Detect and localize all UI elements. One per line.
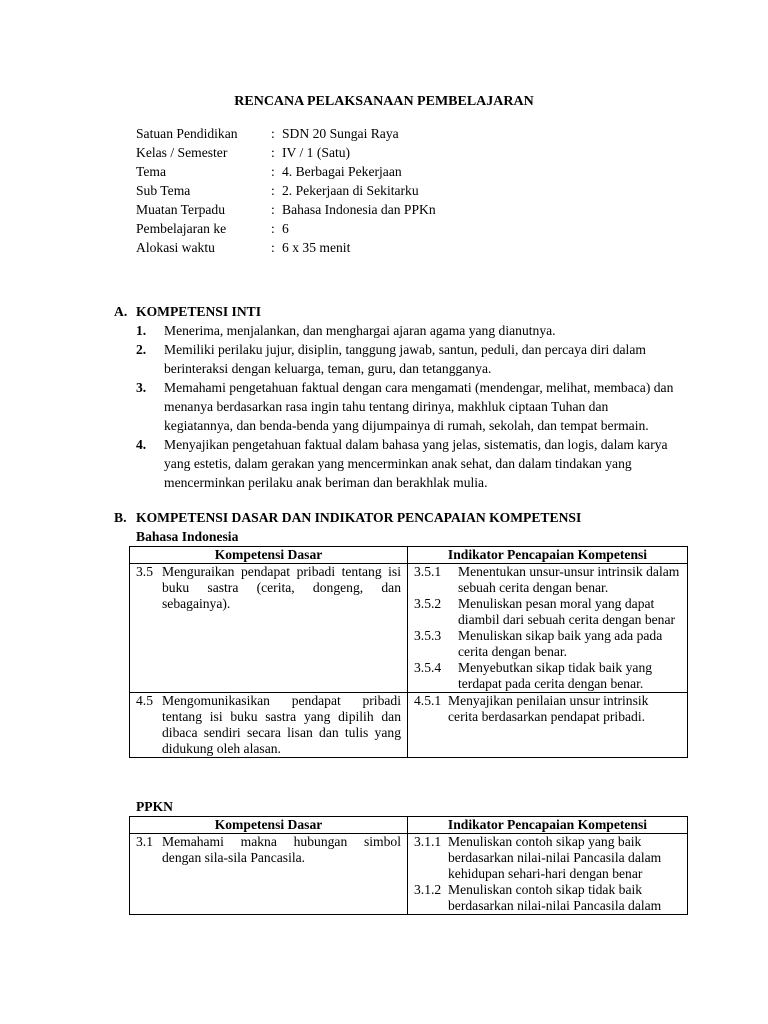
identity-colon: : <box>271 202 275 217</box>
list-item-number: 3. <box>136 380 147 395</box>
kd-text: Mengomunikasikan pendapat pribadi tentang isi buku sastra yang dipilih dan dibaca sendiri secara lisan dan tulis yang didukung oleh alasan. <box>162 693 401 756</box>
indicator-code: 4.5.1 <box>414 693 442 708</box>
list-item-number: 4. <box>136 437 147 452</box>
identity-key: Alokasi waktu <box>136 240 215 255</box>
identity-colon: : <box>271 126 275 141</box>
identity-colon: : <box>271 164 275 179</box>
identity-value: 6 x 35 menit <box>282 240 351 255</box>
indicator-code: 3.5.2 <box>414 596 442 611</box>
kompetensi-inti-list <box>114 321 674 492</box>
table-row <box>130 693 688 758</box>
list-item <box>114 435 674 492</box>
table-row <box>130 564 688 693</box>
list-item-text: Memiliki perilaku jujur, disiplin, tanggung jawab, santun, peduli, dan percaya diri dalam berinteraksi dengan keluarga, teman, guru, dan tetangganya. <box>164 342 646 376</box>
indicator-code: 3.5.3 <box>414 628 442 643</box>
indicator-code: 3.1.1 <box>414 834 442 849</box>
column-header-kd: Kompetensi Dasar <box>130 547 408 564</box>
kd-cell <box>130 564 408 693</box>
indicator-text: Menuliskan sikap baik yang ada pada cerita dengan benar. <box>458 628 663 659</box>
indicator-text: Menuliskan pesan moral yang dapat diambil dari sebuah cerita dengan benar <box>458 596 676 627</box>
kd-code: 4.5 <box>136 693 153 708</box>
indicator-cell <box>408 693 688 758</box>
identity-key: Tema <box>136 164 166 179</box>
list-item-text: Memahami pengetahuan faktual dengan cara mengamati (mendengar, melihat, membaca) dan menanya berdasarkan rasa ingin tahu tentang dirinya, makhluk ciptaan Tuhan dan kegiatannya, dan benda-benda yang dijumpainya di rumah, sekolah, dan tempat bermain. <box>164 380 674 433</box>
column-header-indikator: Indikator Pencapaian Kompetensi <box>408 817 688 834</box>
list-item <box>114 378 674 435</box>
identity-row <box>136 143 436 162</box>
kd-item <box>136 834 401 866</box>
identity-key: Pembelajaran ke <box>136 221 227 236</box>
indicator-item <box>414 693 681 725</box>
section-letter: B. <box>114 510 127 525</box>
list-item-text: Menerima, menjalankan, dan menghargai ajaran agama yang dianutnya. <box>164 323 556 338</box>
section-kompetensi-inti <box>114 302 674 492</box>
identity-row <box>136 238 436 257</box>
identity-value: IV / 1 (Satu) <box>282 145 351 160</box>
indicator-text: Menuliskan contoh sikap yang baik berdasarkan nilai-nilai Pancasila dalam kehidupan sehari-hari dengan benar <box>448 834 662 881</box>
identity-row <box>136 200 436 219</box>
kd-text: Menguraikan pendapat pribadi tentang isi buku sastra (cerita, dongeng, dan sebagainya). <box>162 564 401 611</box>
list-item-text: Menyajikan pengetahuan faktual dalam bahasa yang jelas, sistematis, dan logis, dalam karya yang estetis, dalam gerakan yang mencerminkan anak sehat, dan dalam tindakan yang mencerminkan perilaku anak beriman dan berakhlak mulia. <box>164 437 668 490</box>
kd-text: Memahami makna hubungan simbol dengan sila-sila Pancasila. <box>162 834 401 865</box>
list-item <box>114 340 674 378</box>
kd-item <box>136 564 401 612</box>
indicator-item <box>414 882 681 914</box>
table-header-row <box>130 817 688 834</box>
section-kompetensi-dasar <box>114 508 714 758</box>
identity-row <box>136 219 436 238</box>
identity-key: Kelas / Semester <box>136 145 228 160</box>
identity-colon: : <box>271 240 275 255</box>
identity-value: 6 <box>282 221 289 236</box>
identity-table <box>136 124 436 257</box>
kd-item <box>136 693 401 757</box>
identity-key: Satuan Pendidikan <box>136 126 238 141</box>
section-heading-text: KOMPETENSI INTI <box>136 304 262 319</box>
identity-value: 2. Pekerjaan di Sekitarku <box>282 183 419 198</box>
kd-code: 3.1 <box>136 834 153 849</box>
section-letter: A. <box>114 304 128 319</box>
identity-value: Bahasa Indonesia dan PPKn <box>282 202 436 217</box>
identity-value: SDN 20 Sungai Raya <box>282 126 399 141</box>
identity-key: Muatan Terpadu <box>136 202 226 217</box>
identity-colon: : <box>271 221 275 236</box>
indicator-item <box>414 628 681 660</box>
indicator-cell <box>408 834 688 915</box>
bahasa-indonesia-table <box>129 546 688 758</box>
list-item-number: 1. <box>136 323 147 338</box>
list-item <box>114 321 674 340</box>
section-heading <box>114 302 674 321</box>
identity-value: 4. Berbagai Pekerjaan <box>282 164 402 179</box>
kd-cell <box>130 834 408 915</box>
indicator-code: 3.5.4 <box>414 660 442 675</box>
indicator-text: Menyebutkan sikap tidak baik yang terdapat pada cerita dengan benar. <box>458 660 653 691</box>
indicator-item <box>414 660 681 692</box>
indicator-code: 3.5.1 <box>414 564 442 579</box>
identity-row <box>136 124 436 143</box>
ppkn-table <box>129 816 688 915</box>
indicator-code: 3.1.2 <box>414 882 442 897</box>
column-header-kd: Kompetensi Dasar <box>130 817 408 834</box>
table-row <box>130 834 688 915</box>
identity-colon: : <box>271 183 275 198</box>
indicator-cell <box>408 564 688 693</box>
subject-heading-bahasa: Bahasa Indonesia <box>136 529 239 544</box>
identity-key: Sub Tema <box>136 183 191 198</box>
identity-row <box>136 181 436 200</box>
subject-heading-ppkn: PPKN <box>136 799 173 814</box>
list-item-number: 2. <box>136 342 147 357</box>
section-heading-text: KOMPETENSI DASAR DAN INDIKATOR PENCAPAIAN KOMPETENSI <box>136 510 582 525</box>
section-heading <box>114 508 714 527</box>
identity-row <box>136 162 436 181</box>
indicator-text: Menentukan unsur-unsur intrinsik dalam sebuah cerita dengan benar. <box>458 564 680 595</box>
table-header-row <box>130 547 688 564</box>
indicator-item <box>414 564 681 596</box>
kd-code: 3.5 <box>136 564 153 579</box>
document-title: RENCANA PELAKSANAAN PEMBELAJARAN <box>234 94 534 109</box>
column-header-indikator: Indikator Pencapaian Kompetensi <box>408 547 688 564</box>
indicator-item <box>414 834 681 882</box>
indicator-text: Menyajikan penilaian unsur intrinsik cerita berdasarkan pendapat pribadi. <box>448 693 649 724</box>
kd-cell <box>130 693 408 758</box>
indicator-text: Menuliskan contoh sikap tidak baik berdasarkan nilai-nilai Pancasila dalam <box>448 882 662 913</box>
identity-colon: : <box>271 145 275 160</box>
ppkn-table-wrapper <box>114 816 688 915</box>
indicator-item <box>414 596 681 628</box>
